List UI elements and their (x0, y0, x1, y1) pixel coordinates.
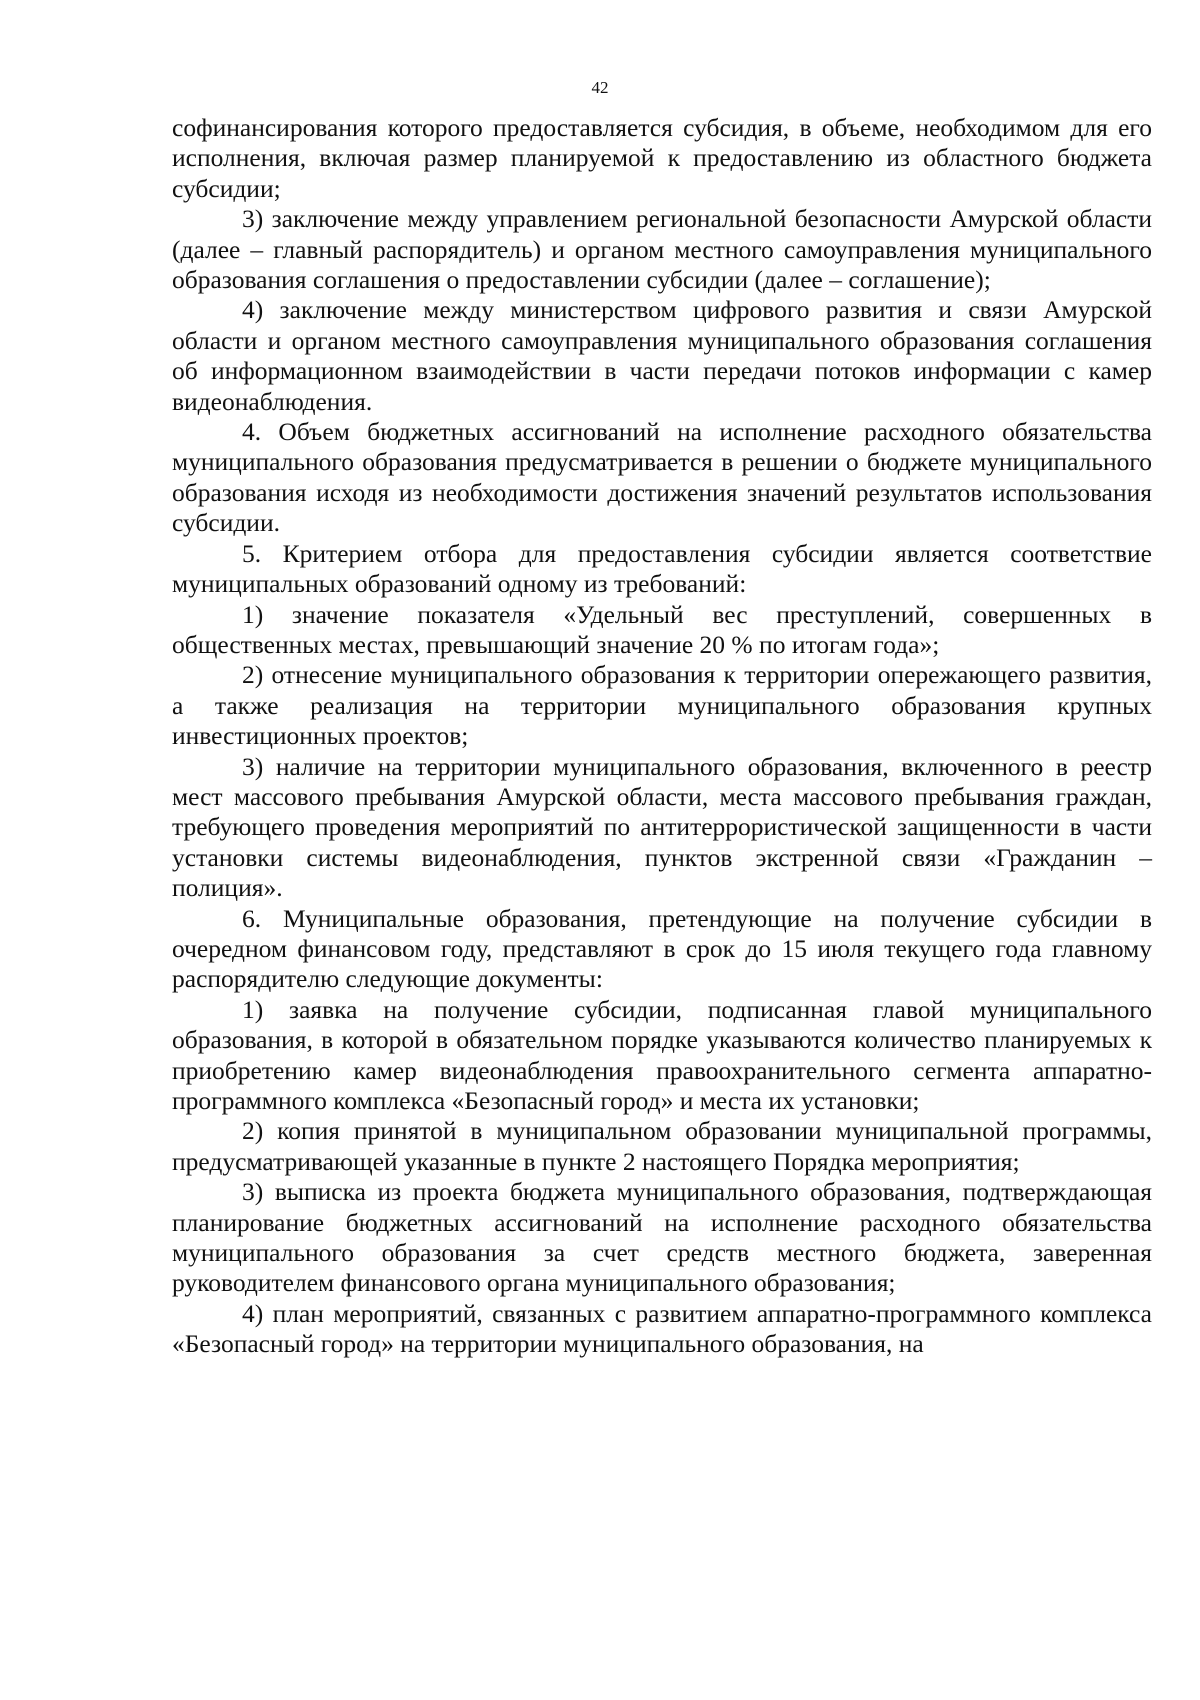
paragraph-criterion-2: 2) отнесение муниципального образования к территории опережающего развития, а также реализация на территории муниципального образования крупных инвестиционных проектов; (172, 660, 1152, 751)
paragraph-document-3: 3) выписка из проекта бюджета муниципального образования, подтверждающая планирование бюджетных ассигнований на исполнение расходного обязательства муниципального образования за счет средств местного бюджета, заверенная руководителем финансового органа муниципального образования; (172, 1177, 1152, 1298)
paragraph-document-2: 2) копия принятой в муниципальном образовании муниципальной программы, предусматривающей указанные в пункте 2 настоящего Порядка мероприятия; (172, 1116, 1152, 1176)
paragraph-section-4: 4. Объем бюджетных ассигнований на исполнение расходного обязательства муниципального образования предусматривается в решении о бюджете муниципального образования исходя из необходимости достижения значений результатов использования субсидии. (172, 417, 1152, 538)
paragraph-criterion-3: 3) наличие на территории муниципального образования, включенного в реестр мест массового пребывания Амурской области, места массового пребывания граждан, требующего проведения мероприятий по антитеррористической защищенности в части установки системы видеонаблюдения, пунктов экстренной связи «Гражданин – полиция». (172, 751, 1152, 903)
document-body (172, 113, 1152, 1360)
paragraph-document-1: 1) заявка на получение субсидии, подписанная главой муниципального образования, в которой в обязательном порядке указываются количество планируемых к приобретению камер видеонаблюдения правоохранительного сегмента аппаратно-программного комплекса «Безопасный город» и места их установки; (172, 994, 1152, 1115)
page-number: 42 (591, 78, 609, 97)
paragraph-section-5: 5. Критерием отбора для предоставления субсидии является соответствие муниципальных образований одному из требований: (172, 538, 1152, 599)
paragraph-item-3-agreement: 3) заключение между управлением региональной безопасности Амурской области (далее – главный распорядитель) и органом местного самоуправления муниципального образования соглашения о предоставлении субсидии (далее – соглашение); (172, 204, 1152, 295)
paragraph-criterion-1: 1) значение показателя «Удельный вес преступлений, совершенных в общественных местах, превышающий значение 20 % по итогам года»; (172, 599, 1152, 659)
paragraph-continuation: софинансирования которого предоставляется субсидия, в объеме, необходимом для его исполнения, включая размер планируемой к предоставлению из областного бюджета субсидии; (172, 113, 1152, 203)
paragraph-document-4: 4) план мероприятий, связанных с развитием аппаратно-программного комплекса «Безопасный город» на территории муниципального образования, на (172, 1298, 1152, 1359)
paragraph-section-6: 6. Муниципальные образования, претендующие на получение субсидии в очередном финансовом году, представляют в срок до 15 июля текущего года главному распорядителю следующие документы: (172, 903, 1152, 994)
paragraph-item-4-info-agreement: 4) заключение между министерством цифрового развития и связи Амурской области и органом местного самоуправления муниципального образования соглашения об информационном взаимодействии в части передачи потоков информации с камер видеонаблюдения. (172, 295, 1152, 416)
